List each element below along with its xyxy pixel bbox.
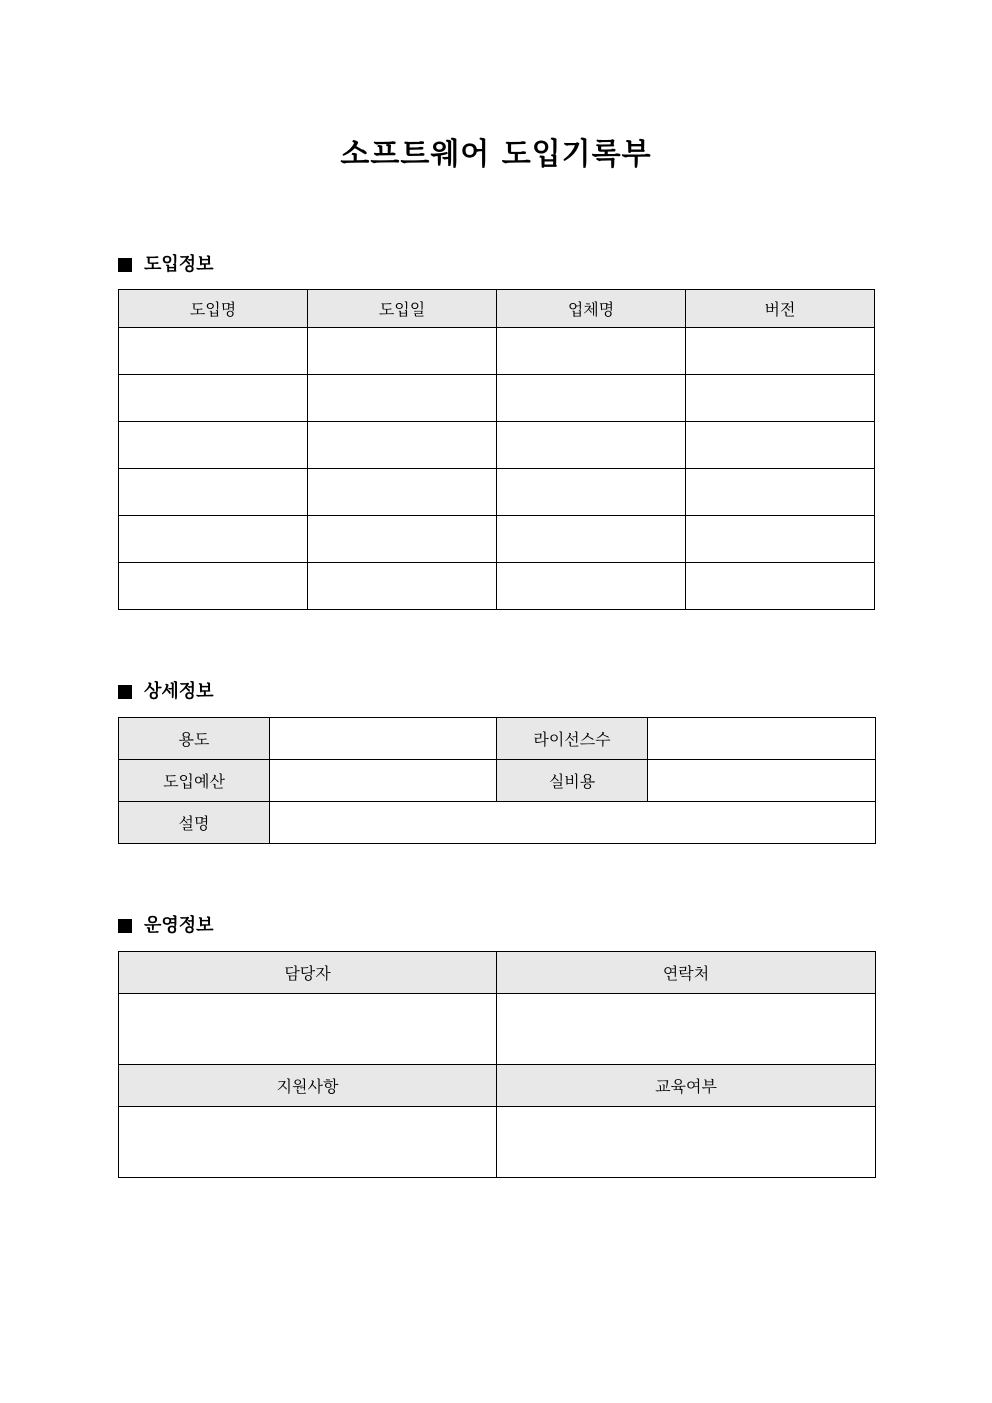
intro-cell-name[interactable]	[119, 328, 308, 375]
intro-cell-version[interactable]	[686, 375, 875, 422]
description-field[interactable]	[270, 802, 876, 844]
detail-row-budget	[119, 760, 876, 802]
table-row	[119, 994, 876, 1065]
detail-section-title: 상세정보	[144, 681, 214, 702]
intro-cell-date[interactable]	[308, 422, 497, 469]
table-row	[119, 375, 875, 422]
support-field[interactable]	[119, 1107, 497, 1178]
ops-header-row	[119, 952, 876, 994]
table-row	[119, 422, 875, 469]
intro-col-vendor: 업체명	[497, 290, 686, 328]
intro-col-version: 버전	[686, 290, 875, 328]
intro-cell-vendor[interactable]	[497, 563, 686, 610]
budget-label: 도입예산	[119, 760, 270, 802]
intro-cell-version[interactable]	[686, 422, 875, 469]
ops-section-title: 운영정보	[144, 915, 214, 936]
square-bullet-icon	[118, 685, 132, 699]
intro-cell-date[interactable]	[308, 328, 497, 375]
license-count-label: 라이선스수	[497, 718, 648, 760]
table-row	[119, 328, 875, 375]
intro-cell-version[interactable]	[686, 469, 875, 516]
support-label: 지원사항	[119, 1065, 497, 1107]
intro-cell-vendor[interactable]	[497, 516, 686, 563]
intro-header-row	[119, 290, 875, 328]
intro-table	[118, 289, 875, 610]
square-bullet-icon	[118, 258, 132, 272]
intro-cell-version[interactable]	[686, 563, 875, 610]
ops-table	[118, 951, 876, 1178]
ops-section-heading	[118, 914, 214, 938]
contact-field[interactable]	[497, 994, 876, 1065]
detail-section-heading	[118, 680, 214, 704]
intro-section-title: 도입정보	[144, 254, 214, 275]
detail-table	[118, 717, 876, 844]
description-label: 설명	[119, 802, 270, 844]
document-title: 소프트웨어 도입기록부	[340, 137, 652, 172]
training-field[interactable]	[497, 1107, 876, 1178]
intro-cell-date[interactable]	[308, 469, 497, 516]
contact-label: 연락처	[497, 952, 876, 994]
square-bullet-icon	[118, 919, 132, 933]
intro-cell-name[interactable]	[119, 422, 308, 469]
detail-row-description	[119, 802, 876, 844]
intro-cell-name[interactable]	[119, 563, 308, 610]
manager-label: 담당자	[119, 952, 497, 994]
budget-field[interactable]	[270, 760, 497, 802]
table-row	[119, 516, 875, 563]
intro-cell-version[interactable]	[686, 328, 875, 375]
table-row	[119, 563, 875, 610]
training-label: 교육여부	[497, 1065, 876, 1107]
detail-row-usage	[119, 718, 876, 760]
actual-cost-field[interactable]	[648, 760, 876, 802]
intro-cell-date[interactable]	[308, 375, 497, 422]
intro-cell-version[interactable]	[686, 516, 875, 563]
intro-cell-date[interactable]	[308, 516, 497, 563]
intro-col-name: 도입명	[119, 290, 308, 328]
usage-field[interactable]	[270, 718, 497, 760]
intro-col-date: 도입일	[308, 290, 497, 328]
license-count-field[interactable]	[648, 718, 876, 760]
intro-cell-date[interactable]	[308, 563, 497, 610]
intro-cell-vendor[interactable]	[497, 375, 686, 422]
intro-cell-name[interactable]	[119, 375, 308, 422]
intro-cell-vendor[interactable]	[497, 328, 686, 375]
table-row	[119, 469, 875, 516]
manager-field[interactable]	[119, 994, 497, 1065]
ops-header-row	[119, 1065, 876, 1107]
actual-cost-label: 실비용	[497, 760, 648, 802]
intro-cell-vendor[interactable]	[497, 469, 686, 516]
intro-cell-name[interactable]	[119, 469, 308, 516]
intro-cell-vendor[interactable]	[497, 422, 686, 469]
usage-label: 용도	[119, 718, 270, 760]
table-row	[119, 1107, 876, 1178]
intro-section-heading	[118, 253, 214, 277]
intro-cell-name[interactable]	[119, 516, 308, 563]
